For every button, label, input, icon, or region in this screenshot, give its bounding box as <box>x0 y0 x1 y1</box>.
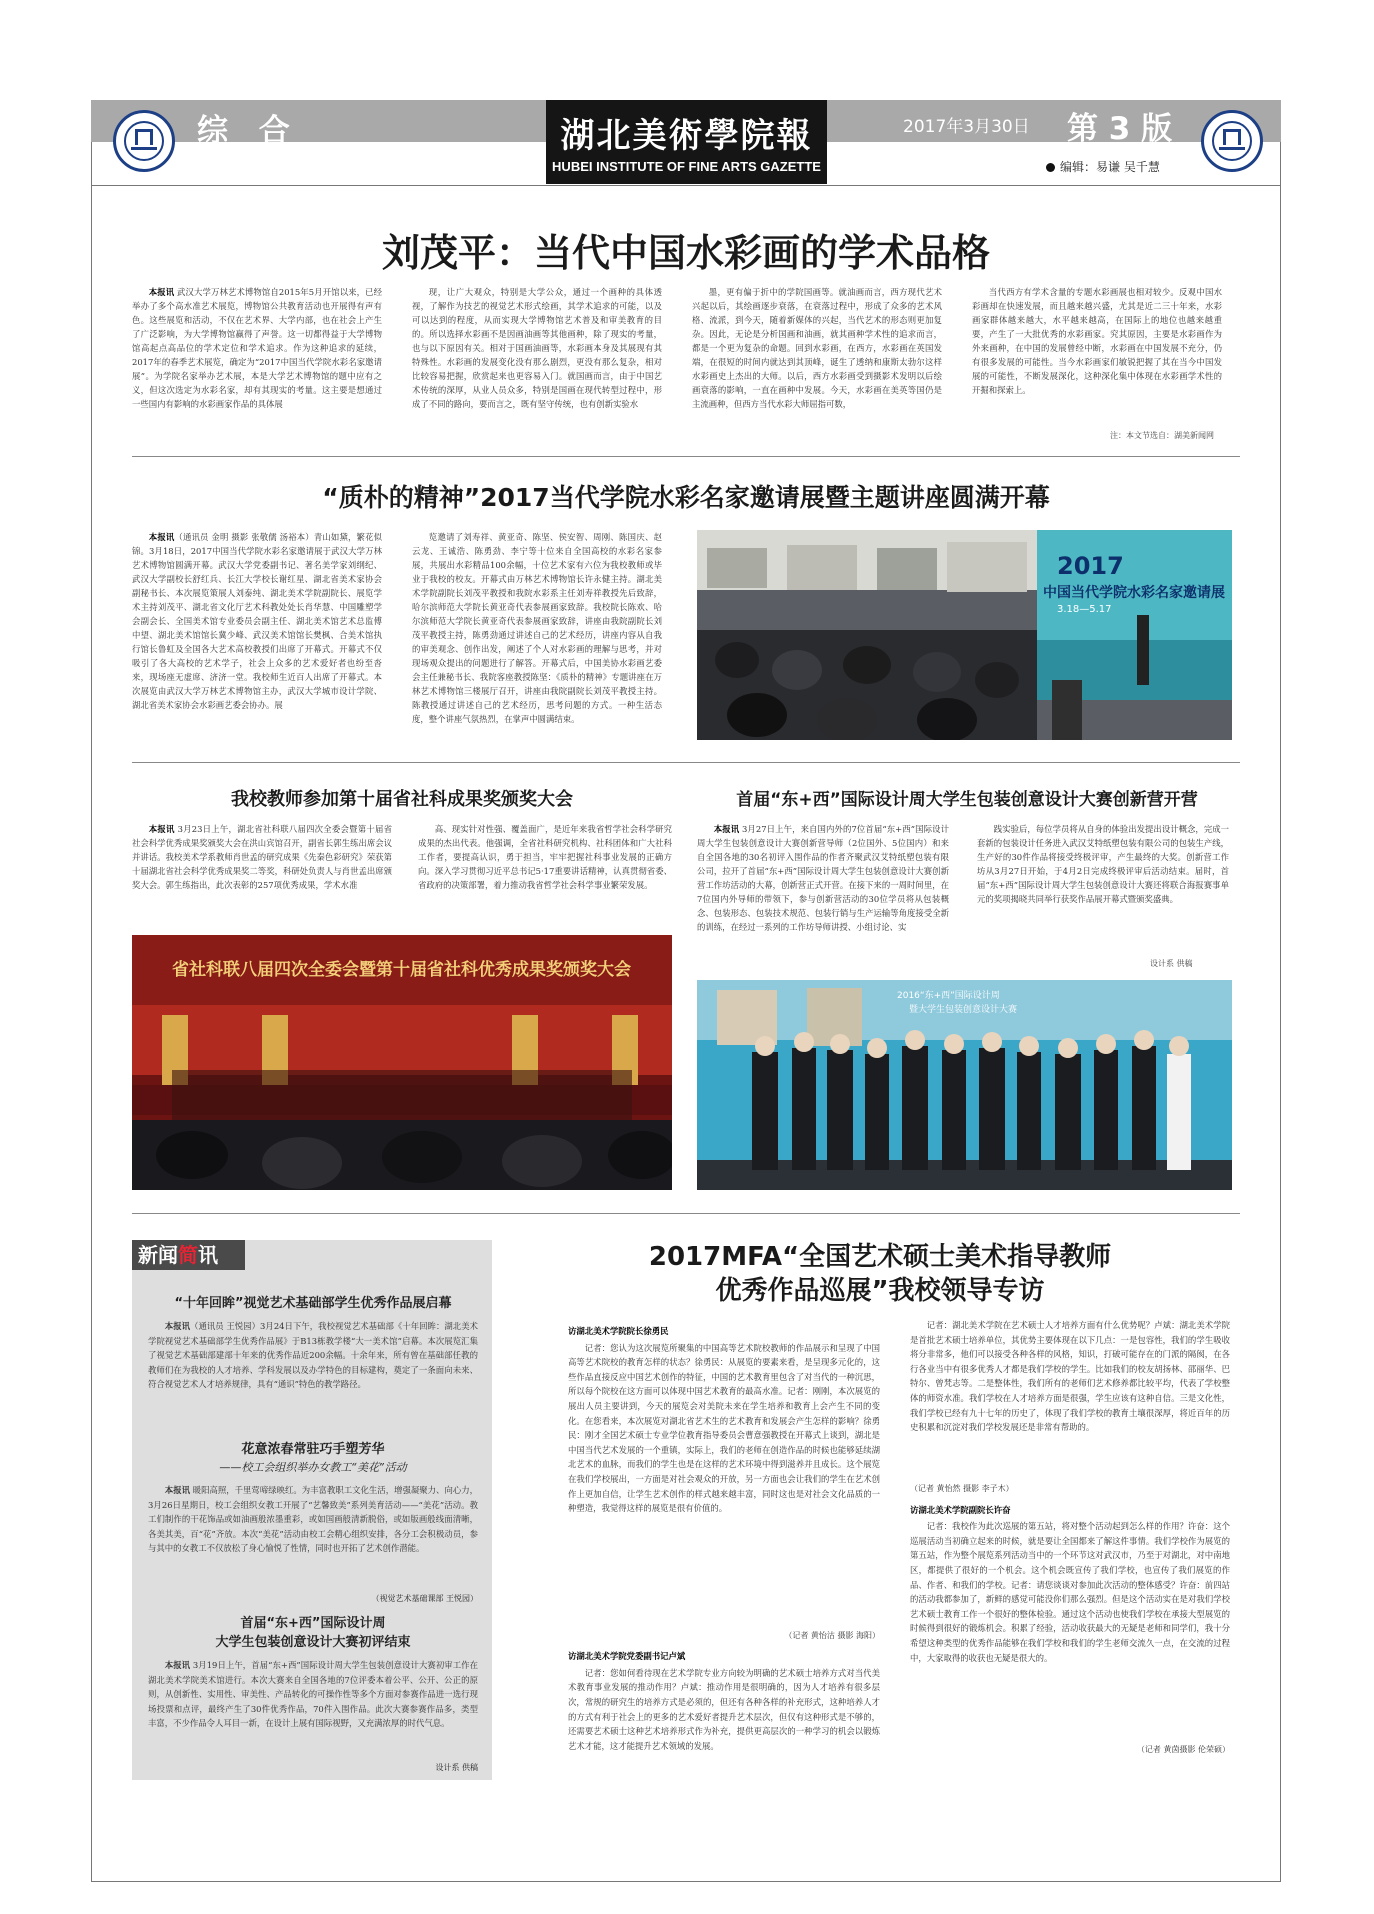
school-seal-icon-right <box>1201 110 1263 172</box>
headline-social-science-award: 我校教师参加第十届省社科成果奖颁奖大会 <box>231 789 573 810</box>
exhibition-sign-year: 2017 <box>1057 552 1124 580</box>
interview-col2: 记者：湖北美术学院在艺术硕士人才培养方面有什么优势呢？卢斌：湖北美术学院是首批艺术硕士培养单位，其优势主要体现在以下几点：一是包容性，我们的学生吸收将分非常多，他们可以接受各种各样的风格，知识，打破可能存在的门派的隔阂，在各行各业当中有很多优秀人才都是我们学校的学生。比如我们的校友胡扬林、邵丽华、巴特尔、曾梵志等。二是整体性，我们所有的老师们艺术修养都比较平均，代表了学校整体的师资水准。我们学校在人才培养方面是很强，学生应该有这种自信。三是文化性，我们学校已经有九十七年的历史了，体现了我们学校的教育土壤很深厚，将近百年的历史积累和沉淀对我们学校发展还是非常有帮助的。 （记者 黄怡然 摄影 李子木） 访湖北美术学院副院长许奋 记者：我校作为此次巡展的第五站，将对整个活动起到怎么样的作用？许奋：这个巡展活动当初确立起来的时候，就是要让全国都来了解这件事情。我们学校作为展览的第五站，作为整个展览系列活动当中的一个环节这对武汉市，乃至于对湖北，对中南地区，都提供了很好的一个机会。这个机会既宣传了我们学校，也宣传了我们展览的作品、作者、和我们的学校。记者：请您谈谈对参加此次活动的整体感受？许奋：前四站的活动我都参加了，新鲜的感觉可能没你们那么强烈。但是这个活动实在是对我们学校艺术硕士教育工作一个很好的整体检验。通过这个活动也使我们学校在承接大型展览的时候得到很好的锻炼机会。积累了经验，活动收获最大的无疑是老师和同学们，我十分希望这种类型的优秀作品能够在我们学校和我们的学生老师交流久一点，在交流的过程中，大家取得的收获也无疑是很大的。 （记者 黄茵摄影 伦荣硕） <box>910 1318 1230 1783</box>
article1-credit: 注：本文节选自：湖美新闻网 <box>1110 431 1214 440</box>
headline-mfa-line2: 优秀作品巡展”我校领导专访 <box>715 1276 1045 1306</box>
exhibition-sign-title: 中国当代学院水彩名家邀请展 <box>1043 585 1225 601</box>
newspaper-logo <box>546 100 827 184</box>
editors-line: 编辑：易谦 吴千慧 <box>1046 158 1160 175</box>
interviewee-4: 访湖北美术学院副院长许奋 <box>910 1504 1011 1515</box>
brief-2-credit: （视觉艺术基础课部 王悦园） <box>371 1594 478 1603</box>
article1-col1: 本报讯 武汉大学万林艺术博物馆自2015年5月开馆以来，已经举办了多个高水准艺术展览，博物馆公共教育活动也开展得有声有色。这些展览和活动，不仅在艺术界、大学内部，也在社会上产生了广泛影响，为大学博物馆赢得了声誉。这一切都得益于大学博物馆高起点高品位的学术定位和学术追求。作为这种追求的延续，2017年的春季艺术展览，确定为“2017中国当代学院水彩名家邀请展”。为学院名家举办艺术展，本是大学艺术博物馆的题中应有之义，但这次选定为水彩名家，却有其现实的考量。这主要是想通过一些国内有影响的水彩画家作品的具体展 <box>132 287 382 409</box>
award-ceremony-photo <box>132 935 672 1190</box>
article4-credit: 设计系 供稿 <box>1150 959 1193 968</box>
headline-mfa-line1: 2017MFA“全国艺术硕士美术指导教师 <box>648 1242 1112 1272</box>
headline-exhibition-opening: “质朴的精神”2017当代学院水彩名家邀请展暨主题讲座圆满开幕 <box>322 483 1050 512</box>
article3-col1: 本报讯 3月23日上午，湖北省社科联八届四次全委会暨第十届省社会科学优秀成果奖颁奖大会在洪山宾馆召开，副省长郭生练出席会议并讲话。我校美术学系教师肖世孟的研究成果《先秦色彩研究》荣获第十届湖北省社会科学优秀成果奖二等奖，科研处负责人与肖世孟出席颁奖大会。郭生练指出，此次表彰的257项优秀成果，学术水准 <box>132 824 392 890</box>
page-number: 第 3 版 <box>1067 111 1173 147</box>
brief-2-title: 花意浓春常驻巧手塑芳华 <box>241 1442 385 1457</box>
brief-3: 首届“东+西”国际设计周 大学生包装创意设计大赛初评结束 本报讯 3月19日上午，首届“东+西”国际设计周大学生包装创意设计大赛初审工作在湖北美术学院美术馆进行。本次大赛来自全国各地的7位评委本着公平、公开、公正的原则，从创新性、实用性、审美性、产品转化的可操作性等多个方面对参赛作品进一选行现场投票和点评，最终产生了30件优秀作品，70件入围作品。此次大赛参赛作品多，类型丰富，不少作品令人耳目一新，在设计上展有国际视野，又充满浓厚的时代气息。 设计系 供稿 <box>148 1612 478 1773</box>
article3-col2: 高、现实针对性强、覆盖面广，是近年来我省哲学社会科学研究成果的杰出代表。他强调，全省社科研究机构、社科团体和广大社科工作者，要提高认识，勇于担当，牢牢把握社科事业发展的正确方向。深入学习贯彻习近平总书记5·17重要讲话精神，认真贯彻省委、省政府的决策部署，着力推动我省哲学社会科学事业繁荣发展。 <box>418 824 672 890</box>
exhibition-sign-date: 3.18—5.17 <box>1057 604 1112 615</box>
section-title: 综 合 <box>197 113 300 149</box>
article2-col1: 本报讯（通讯员 金明 摄影 张敬儒 汤裕本）青山如黛，繁花似锦。3月18日，2017中国当代学院水彩名家邀请展于武汉大学万林艺术博物馆圆满开幕。武汉大学党委副书记、著名美学家刘纲纪、武汉大学副校长舒红兵、长江大学校长谢红星、湖北省美术家协会副秘书长、本次展览策展人刘泰纯、湖北美术学院副院长、展览学术主持刘茂平、湖北省文化厅艺术科教处处长肖华慧、中国雕塑学会副会长、全国美术馆专业委员会副主任、湖北美术馆艺术总监傅中望、湖北美术馆馆长冀少峰、武汉美术馆馆长樊枫、合美术馆执行馆长鲁虹及全国各大艺术高校教授们出席了开幕式。开幕式不仅吸引了各大高校的艺术学子，社会上众多的艺术爱好者也纷至沓来，现场座无虚席、济济一堂。我校师生近百人出席了开幕式。本次展览由武汉大学万林艺术博物馆主办，武汉大学城市设计学院、湖北省美术家协会水彩画艺委会协办。展 <box>132 532 382 710</box>
divider <box>132 1213 1240 1214</box>
article4-col2: 践实验后，每位学员将从自身的体验出发提出设计概念，完成一套新的包装设计任务进入武汉艾特纸塑包装有限公司的包装生产线，生产好的30件作品将接受终极评审，产生最终的大奖。创新营工作坊从3月27日开始，于4月2日完成终极评审后活动结束。届时，首届“东+西”国际设计周大学生包装创意设计大赛还将联合海报赛事单元的奖项揭晓共同举行获奖作品展开幕式暨颁奖盛典。 <box>977 824 1229 904</box>
interviewee-1: 访湖北美术学院院长徐勇民 <box>568 1326 669 1336</box>
brief-1-title: “十年回眸”视觉艺术基础部学生优秀作品展启幕 <box>174 1296 452 1311</box>
headline-design-camp: 首届“东+西”国际设计周大学生包装创意设计大赛创新营开营 <box>736 790 1198 810</box>
design-camp-group-photo <box>697 980 1232 1190</box>
interview-1-credit: （记者 黄怡沽 摄影 海阳） <box>784 1630 880 1640</box>
interview-3-credit: （记者 黄怡然 摄影 李子木） <box>910 1484 1014 1493</box>
headline-liu-maoping: 刘茂平：当代中国水彩画的学术品格 <box>381 231 990 275</box>
article1-col4: 当代西方有学术含量的专题水彩画展也相对较少。反观中国水彩画却在快速发展，而且越来越兴盛，尤其是近二三十年来，水彩画家群体越来越大，水平越来越高，在国际上的地位也越来越重要，产生了一大批优秀的水彩画家。究其原因，主要是水彩画作为外来画种，在中国的发展曾经中断，水彩画在中国发展不充分，仍有很多发展的可能性。当今水彩画家们敏锐把握了其在当今中国发展的可能性，不断发展深化，这种深化集中体现在水彩画学术性的开掘和探索上。 <box>972 287 1222 395</box>
news-briefs-tag: 新闻简讯 <box>132 1240 245 1270</box>
article1-col2: 现，让广大观众，特别是大学公众，通过一个画种的具体透视，了解作为技艺的视觉艺术形式绘画，其学术追求的可能，以及可以达到的程度，从而实现大学博物馆艺术普及和审美教育的目的。所以选择水彩画不是因画油画等其他画种，除了现实的考量，也与以下原因有关。相对于国画油画等，水彩画本身及其展现有其特殊性。水彩画的发展变化没有那么剧烈，更没有那么复杂，相对比较容易把握，欣赏起来也更容易入门。就国画而言，由于中国艺术传统的深厚，从业人员众多，特别是国画在现代转型过程中，形成了不同的路向，要而言之，既有坚守传统，也有创新实验水 <box>412 287 662 409</box>
poster-title: 2016“东+西”国际设计周 <box>897 991 1000 1001</box>
divider <box>132 762 1240 763</box>
brief-2-subtitle: ——校工会组织举办女教工“美花”活动 <box>219 1461 407 1474</box>
award-banner-text: 省社科联八届四次全委会暨第十届省社科优秀成果奖颁奖大会 <box>172 960 631 980</box>
news-briefs-box <box>132 1240 492 1780</box>
logo-english: HUBEI INSTITUTE OF FINE ARTS GAZETTE <box>552 159 821 174</box>
brief-2: 花意浓春常驻巧手塑芳华 ——校工会组织举办女教工“美花”活动 本报讯 暖阳高照，千里莺啼绿映红。为丰富教职工文化生活，增强凝聚力、向心力，3月26日星期日，校工会组织女教工开展了“艺馨致美”系列美育活动——“美花”活动。教工们制作的干花饰品或如油画般浓墨重彩，或如国画般清新脱俗，或如版画般线面清晰，各美其美，百“花”齐放。本次“美花”活动由校工会精心组织安排，各分工会积极动员，参与其中的女教工不仅放松了身心愉悦了性情，同时也开拓了艺术创作潜能。 （视觉艺术基础课部 王悦园） <box>148 1438 478 1604</box>
poster-subtitle: 暨大学生包装创意设计大赛 <box>909 1005 1018 1015</box>
article4-col1: 本报讯 3月27日上午，来自国内外的7位首届“东+西”国际设计周大学生包装创意设计大赛创新营导师（2位国外、5位国内）和来自全国各地的30名初评入围作品的作者齐聚武汉艾特纸塑包装有限公司，拉开了首届“东+西”国际设计周大学生包装创意设计大赛创新营工作坊活动的大幕，创新营正式开营。在接下来的一周时间里，在7位国内外导师的带领下，参与创新营活动的30位学员将从包装概念、包装形态、包装技术规范、包装行销与生产运输等角度接受全新的训练，在经过一系列的工作坊导师讲授、小组讨论、实 <box>697 824 949 932</box>
masthead <box>91 100 1281 186</box>
article2-col2: 览邀请了刘寿祥、黄亚奇、陈坚、侯安智、周刚、陈国庆、赵云龙、王诚浩、陈勇劲、李宁等十位来自全国高校的水彩名家参展，共展出水彩精品100余幅，十位艺术家有六位为我校教师或毕业于我校的校友。开幕式由万林艺术博物馆长许永健主持。湖北美术学院副院长刘茂平教授和我院水彩系主任刘寿祥教授先后致辞，哈尔滨师范大学院长黄亚奇代表参展画家致辞。我校院长陈欢、哈尔滨师范大学院长黄亚奇代表参展画家致辞，讲座由我院副院长刘茂平教授主持，陈勇劲通过讲述自己的艺术经历，讲座内容从自我的审美观念、创作出发，阐述了个人对水彩画的理解与思考，并对现场观众提出的问题进行了解答。开幕式后，中国美协水彩画艺委会主任兼秘书长、我院客座教授陈坚：《质朴的精神》专题讲座在万林艺术博物馆三楼展厅召开，讲座由我院副院长刘茂平教授主持。陈教授通过讲述自己的艺术经历，思考问题的方式。一种生活态度，整个讲座气氛热烈，在掌声中圆满结束。 <box>412 532 662 724</box>
article1-col3: 墨，更有偏于折中的学院国画等。就油画而言，西方现代艺术兴起以后，其绘画逐步衰落，在衰落过程中，形成了众多的艺术风格、流派，到今天，随着新媒体的兴起，当代艺术的形态则更加复杂。因此，无论是分析国画和油画，就其画种学术性的追求而言，都是一个更为复杂的命题。回到水彩画，在西方，水彩画在英国发端，在很短的时间内就达到其顶峰，诞生了透纳和康斯太勃尔这样水彩画史上杰出的大师。以后，西方水彩画受到摄影术发明以后绘画衰落的影响，一直在画种中发展。今天，水彩画在美英等国仍是主流画种，但西方当代水彩大师屈指可数， <box>692 287 942 409</box>
issue-date: 2017年3月30日 <box>903 117 1030 137</box>
interviewee-2: 访湖北美术学院党委副书记卢斌 <box>568 1651 686 1662</box>
bullet-icon <box>1046 163 1055 172</box>
brief-3-title-line1: 首届“东+西”国际设计周 <box>240 1616 386 1631</box>
exhibition-opening-photo <box>697 530 1232 740</box>
divider <box>132 456 1240 457</box>
logo-chinese: 湖北美術學院報 <box>560 116 813 156</box>
brief-3-credit: 设计系 供稿 <box>435 1763 478 1772</box>
brief-3-title-line2: 大学生包装创意设计大赛初评结束 <box>215 1635 411 1650</box>
interview-col1: 访湖北美术学院院长徐勇民 记者：您认为这次展览所聚集的中国高等艺术院校教师的作品展示和呈现了中国高等艺术院校的教育怎样的状态？徐勇民：从展览的要素来看，是呈现多元化的，这些作品直接反应中国艺术创作的特征，中国的艺术教育里包含了对当代的一种沉思，所以每个院校在这方面可以体现中国艺术教育的最高水准。记者：刚刚，本次展览的展出人员主要讲到，今天的展览会对美院未来在学生培养和教育上会产生不同的变化。在您看来，本次展览对湖北省艺术生的艺术教育和发展会产生怎样的影响？徐勇民：刚才全国艺术硕士专业学位教育指导委员会曹意强教授在开幕式上谈到，湖北是中国当代艺术发展的一个重镇，实际上，我们的老师在创造作品的时候也能够延续湖北艺术的血脉，而我们的学生也是在这样的艺术环境中得到滋养并且成长。这个展览在我们学校展出，一方面是对社会观众的开放，另一方面也会让我们的学生在艺术创作上更加自信，让学生艺术创作的样式越来越丰富，同时这也是对社会文化品质的一种塑造，我觉得这样的展览是很有价值的。 （记者 黄怡沽 摄影 海阳） 访湖北美术学院党委副书记卢斌 记者：您如何看待现在艺术学院专业方向较为明确的艺术硕士培养方式对当代美术教育事业发展的推动作用？卢斌：推动作用是很明确的，因为人才培养有很多层次，常规的研究生的培养方式是必须的，但还有各种各样的补充形式，这种培养人才的方式有利于社会上的更多的艺术爱好者提升艺术层次，但仅有这种形式是不够的，还需要艺术硕士这种艺术培养形式作为补充，提供更高层次的一种学习的机会以锻炼艺术才能，这才能提升艺术领域的发展。 <box>568 1326 880 1751</box>
brief-1: “十年回眸”视觉艺术基础部学生优秀作品展启幕 本报讯（通讯员 王悦园）3月24日下午，我校视觉艺术基础部《十年回眸：湖北美术学院视觉艺术基础部学生优秀作品展》于B13栋教学楼“大一美术馆”启幕。本次展览汇集了视觉艺术基础部建部十年来的优秀作品近200余幅。十余年来，所有曾在基础部任教的教师们在为我校的人才培养、学科发展以及办学特色的目标建构，奠定了一条面向未来、符合视觉艺术人才培养规律，具有“通识”特色的教学路径。 <box>148 1292 478 1437</box>
school-seal-icon <box>113 110 175 172</box>
interview-4-credit: （记者 黄茵摄影 伦荣硕） <box>1136 1745 1230 1755</box>
